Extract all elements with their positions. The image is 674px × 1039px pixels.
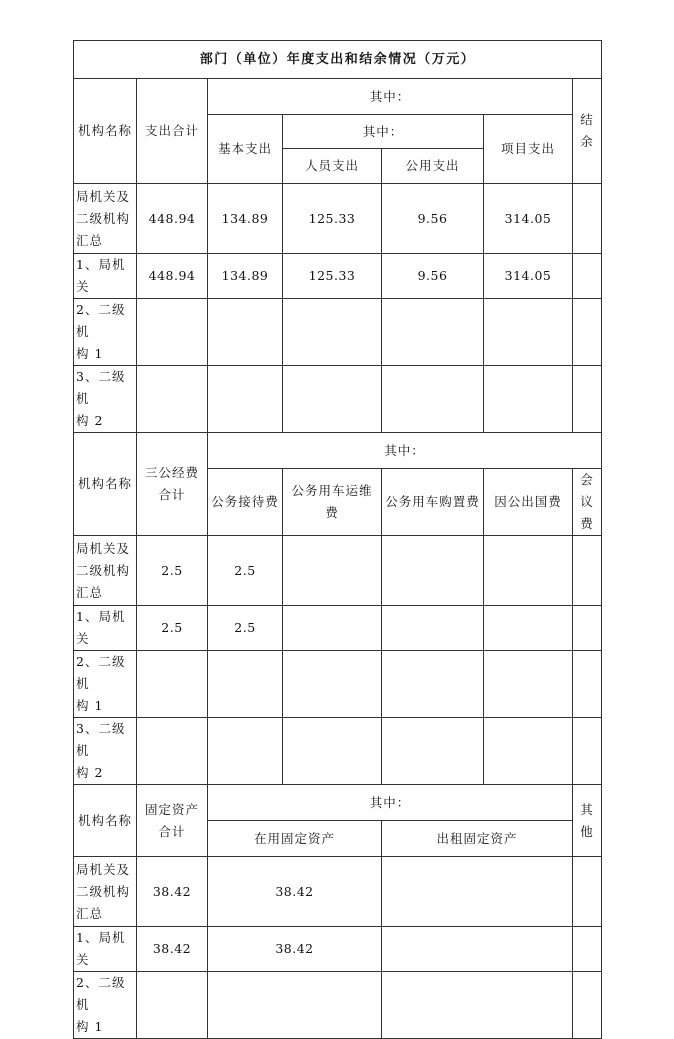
personnel-expense-cell: 125.33 [283, 184, 382, 254]
reception-cell [208, 718, 283, 785]
surplus-header: 结余 [573, 79, 602, 184]
reception-cell: 2.5 [208, 606, 283, 651]
expenditure-table [73, 40, 602, 1039]
org-name-cell [74, 536, 137, 606]
surplus-cell [573, 366, 602, 433]
vehicle-purchase-cell [382, 651, 484, 718]
expense-total-cell [137, 366, 208, 433]
surplus-cell [573, 184, 602, 254]
meeting-header [573, 469, 602, 536]
project-expense-cell: 314.05 [484, 184, 573, 254]
org-name-cell-line: 构 1 [76, 1019, 104, 1034]
org-name-cell-line: 二级机构 [76, 562, 131, 578]
org-name-cell-line: 局机关及 [76, 861, 131, 877]
section1-data-row [74, 254, 602, 299]
in-use-assets-cell: 38.42 [208, 927, 382, 972]
section1-data-row [74, 366, 602, 433]
other-cell [573, 927, 602, 972]
vehicle-purchase-cell [382, 606, 484, 651]
leased-assets-cell [382, 857, 573, 927]
section3-data-row [74, 857, 602, 927]
org-name-cell-line: 二级机构 [76, 210, 131, 226]
personnel-expense-header: 人员支出 [283, 149, 382, 184]
section1-data-row [74, 299, 602, 366]
org-name-cell-line: 构 2 [76, 765, 104, 780]
basic-expense-cell [208, 366, 283, 433]
leased-assets-cell [382, 972, 573, 1039]
section2-header-row-1 [74, 433, 602, 469]
vehicle-purchase-cell [382, 718, 484, 785]
section2-data-row [74, 718, 602, 785]
org-name-cell-line: 构 1 [76, 346, 104, 361]
public-expense-cell [382, 366, 484, 433]
org-name-header: 机构名称 [74, 79, 137, 184]
section2-data-row [74, 536, 602, 606]
org-name-cell-line: 汇总 [76, 232, 104, 248]
sangong-total-header-line: 合计 [158, 487, 186, 502]
vehicle-ops-cell [283, 718, 382, 785]
section3-data-row [74, 927, 602, 972]
public-expense-cell: 9.56 [382, 254, 484, 299]
sangong-total-header [137, 433, 208, 536]
org-name-cell-line: 汇总 [76, 905, 104, 921]
section1-header-row-1 [74, 79, 602, 115]
sangong-total-cell [137, 718, 208, 785]
org-name-cell [74, 184, 137, 254]
sangong-total-cell: 2.5 [137, 536, 208, 606]
personnel-expense-cell [283, 299, 382, 366]
org-name-cell-line: 3、二级机 [76, 369, 126, 406]
basic-expense-cell: 134.89 [208, 184, 283, 254]
org-name-cell-line: 局机关及 [76, 540, 131, 556]
meeting-header-line: 费 [580, 516, 594, 531]
basic-expense-cell [208, 299, 283, 366]
fixed-asset-total-cell [137, 972, 208, 1039]
org-name-cell-line: 二级机构 [76, 883, 131, 899]
org-name-cell-line: 3、二级机 [76, 721, 126, 758]
other-cell [573, 972, 602, 1039]
qizhong-header: 其中： [208, 433, 602, 469]
meeting-cell [573, 651, 602, 718]
in-use-assets-cell [208, 972, 382, 1039]
sangong-total-cell [137, 651, 208, 718]
meeting-header-line: 会议 [580, 472, 594, 509]
org-name-cell-line: 2、二级机 [76, 302, 126, 339]
org-name-header: 机构名称 [74, 433, 137, 536]
org-name-cell [74, 718, 137, 785]
fixed-asset-total-cell: 38.42 [137, 857, 208, 927]
reception-header: 公务接待费 [208, 469, 283, 536]
table-title: 部门（单位）年度支出和结余情况（万元） [74, 41, 602, 79]
public-expense-cell [382, 299, 484, 366]
sangong-total-header-line: 三公经费 [144, 465, 199, 480]
org-name-cell-line: 构 2 [76, 413, 104, 428]
section2-data-row [74, 651, 602, 718]
basic-expense-header: 基本支出 [208, 115, 283, 184]
org-name-cell [74, 254, 137, 299]
org-name-cell [74, 651, 137, 718]
section3-data-row [74, 972, 602, 1039]
abroad-header: 因公出国费 [484, 469, 573, 536]
org-name-cell [74, 606, 137, 651]
qizhong-header: 其中： [208, 79, 573, 115]
other-cell [573, 857, 602, 927]
section1-data-row [74, 184, 602, 254]
org-name-cell-line: 构 1 [76, 698, 104, 713]
surplus-cell [573, 299, 602, 366]
org-name-cell-line: 汇总 [76, 584, 104, 600]
expense-total-header: 支出合计 [137, 79, 208, 184]
project-expense-cell [484, 366, 573, 433]
fixed-asset-total-header-line: 固定资产 [144, 801, 199, 817]
in-use-assets-header: 在用固定资产 [208, 821, 382, 857]
section2-data-row [74, 606, 602, 651]
org-name-header: 机构名称 [74, 785, 137, 857]
personnel-expense-cell [283, 366, 382, 433]
meeting-cell [573, 606, 602, 651]
abroad-cell [484, 536, 573, 606]
vehicle-ops-cell [283, 536, 382, 606]
abroad-cell [484, 606, 573, 651]
fixed-asset-total-cell: 38.42 [137, 927, 208, 972]
org-name-cell-line: 2、二级机 [76, 975, 126, 1012]
fixed-asset-total-header-line: 合计 [158, 823, 186, 839]
project-expense-cell [484, 299, 573, 366]
org-name-cell [74, 972, 137, 1039]
project-expense-cell: 314.05 [484, 254, 573, 299]
section3-header-row-1 [74, 785, 602, 821]
reception-cell [208, 651, 283, 718]
abroad-cell [484, 651, 573, 718]
fixed-asset-total-header [137, 785, 208, 857]
public-expense-header: 公用支出 [382, 149, 484, 184]
vehicle-ops-cell [283, 606, 382, 651]
org-name-cell-line: 2、二级机 [76, 654, 126, 691]
other-header: 其他 [573, 785, 602, 857]
title-row [74, 41, 602, 79]
org-name-cell [74, 857, 137, 927]
org-name-cell-line: 1、局机关 [76, 257, 126, 294]
basic-expense-cell: 134.89 [208, 254, 283, 299]
meeting-cell [573, 718, 602, 785]
org-name-cell [74, 927, 137, 972]
org-name-cell-line: 1、局机关 [76, 930, 126, 967]
abroad-cell [484, 718, 573, 785]
org-name-cell [74, 366, 137, 433]
leased-assets-cell [382, 927, 573, 972]
vehicle-purchase-cell [382, 536, 484, 606]
in-use-assets-cell: 38.42 [208, 857, 382, 927]
meeting-cell [573, 536, 602, 606]
vehicle-purchase-header: 公务用车购置费 [382, 469, 484, 536]
org-name-cell-line: 1、局机关 [76, 609, 126, 646]
vehicle-ops-cell [283, 651, 382, 718]
personnel-expense-cell: 125.33 [283, 254, 382, 299]
project-expense-header: 项目支出 [484, 115, 573, 184]
reception-cell: 2.5 [208, 536, 283, 606]
qizhong-header: 其中： [208, 785, 573, 821]
qizhong-subheader: 其中： [283, 115, 484, 149]
expense-total-cell: 448.94 [137, 254, 208, 299]
public-expense-cell: 9.56 [382, 184, 484, 254]
org-name-cell [74, 299, 137, 366]
org-name-cell-line: 局机关及 [76, 188, 131, 204]
expense-total-cell [137, 299, 208, 366]
sangong-total-cell: 2.5 [137, 606, 208, 651]
expense-total-cell: 448.94 [137, 184, 208, 254]
surplus-cell [573, 254, 602, 299]
leased-assets-header: 出租固定资产 [382, 821, 573, 857]
vehicle-ops-header: 公务用车运维费 [283, 469, 382, 536]
